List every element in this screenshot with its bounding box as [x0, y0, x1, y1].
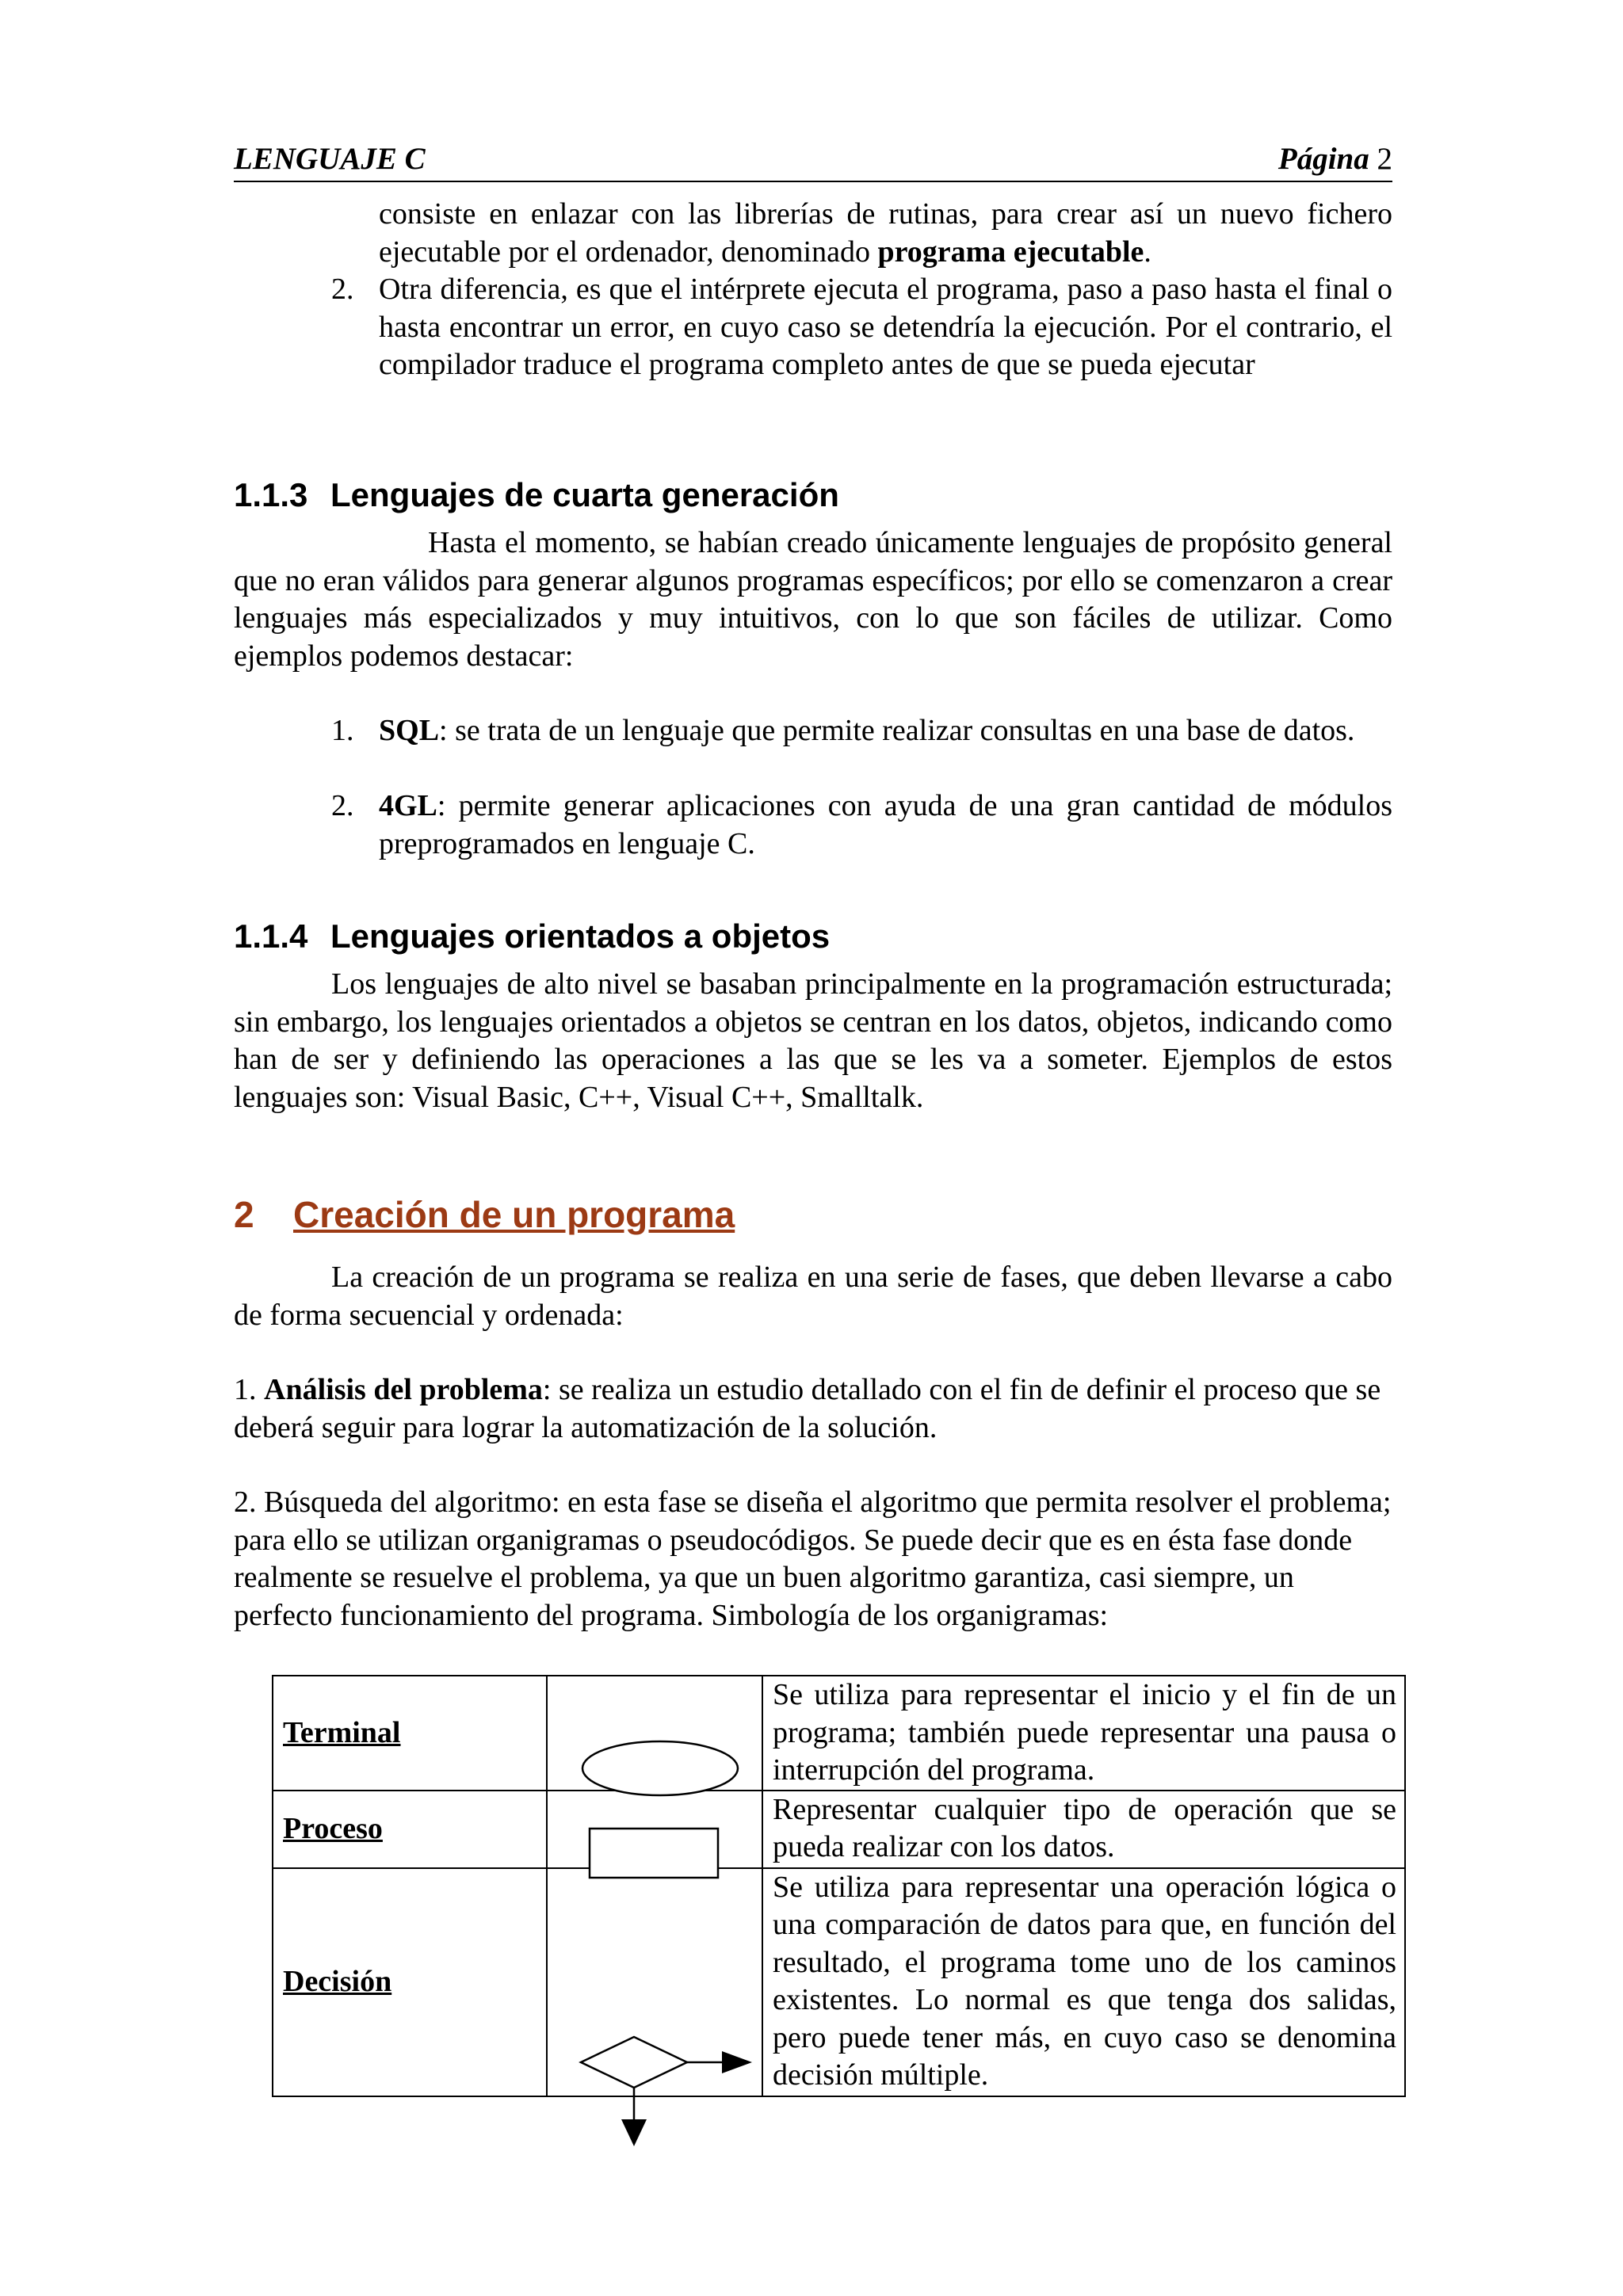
continued-bold: programa ejecutable [877, 235, 1144, 269]
symbol-shape-cell [547, 1791, 762, 1868]
list-item-number: 2. [331, 789, 354, 822]
list-item-text [379, 788, 1392, 863]
symbol-name: Decisión [273, 1868, 547, 2096]
header-page [1278, 141, 1392, 177]
symbol-description: Se utiliza para representar una operación lógica o una comparación de datos para que, en función del resultado, el programa tome uno de los caminos existentes. Lo normal es que tenga dos salidas, pero puede tener más, en cuyo caso se denomina decisión múltiple. [762, 1868, 1405, 2096]
list-item-bold: 4GL [379, 789, 437, 822]
list-item-number: 2. [331, 273, 354, 306]
list-item-bold: SQL [379, 714, 440, 747]
list-item-text [379, 712, 1392, 750]
section-number: 1.1.4 [234, 917, 308, 955]
section-title: Lenguajes de cuarta generación [330, 476, 839, 513]
section-1-1-3-intro: Hasta el momento, se habían creado únicamente lenguajes de propósito general que no eran válidos para generar algunos programas específicos; por ello se comenzaron a crear lenguajes más especializados y muy intuitivos, con lo que son fáciles de utilizar. Como ejemplos podemos destacar: [234, 526, 1392, 673]
chapter-heading-2 [234, 1192, 735, 1237]
symbol-description: Se utiliza para representar el inicio y el fin de un programa; también puede representar una pausa o interrupción del programa. [762, 1676, 1405, 1791]
symbol-name: Proceso [273, 1791, 547, 1868]
terminal-ellipse-icon [581, 1740, 739, 1797]
decision-diamond-icon [579, 2035, 769, 2154]
step-1-text: : se realiza un estudio detallado con el fin de definir el proceso que se deberá seguir para lograr la automatización de la solución. [234, 1373, 1381, 1444]
continued-paragraph [379, 196, 1392, 271]
symbol-shape-cell [547, 1868, 762, 2096]
section-1-1-4-body: Los lenguajes de alto nivel se basaban principalmente en la programación estructurada; sin embargo, los lenguajes orientados a objetos se centran en los datos, objetos, indicando como han de ser y definiendo las operaciones a las que se les va a someter. Ejemplos de estos lenguajes son: Visual Basic, C++, Visual C++, Smalltalk. [234, 967, 1392, 1114]
symbol-name: Terminal [273, 1676, 547, 1791]
section-heading-1-1-3 [234, 475, 839, 515]
section-title: Lenguajes orientados a objetos [330, 917, 831, 955]
page-header [234, 141, 1392, 182]
list-item-text: Otra diferencia, es que el intérprete ejecuta el programa, paso a paso hasta el final o hasta encontrar un error, en cuyo caso se detendría la ejecución. Por el contrario, el compilador traduce el programa completo antes de que se pueda ejecutar [379, 273, 1392, 381]
step-1-paragraph [234, 1371, 1392, 1447]
symbol-shape-cell [547, 1676, 762, 1791]
step-1-title: Análisis del problema [264, 1373, 543, 1406]
list-item-body: : se trata de un lenguaje que permite realizar consultas en una base de datos. [439, 714, 1355, 747]
flowchart-symbols-table [272, 1675, 1406, 2097]
section-number: 1.1.3 [234, 476, 308, 513]
continued-text: consiste en enlazar con las librerías de rutinas, para crear así un nuevo fichero ejecutable por el ordenador, denominado [379, 197, 1392, 269]
symbol-description: Representar cualquier tipo de operación que se pueda realizar con los datos. [762, 1791, 1405, 1868]
header-page-number: 2 [1377, 142, 1392, 176]
step-1-number: 1. [234, 1373, 264, 1406]
table-row [273, 1791, 1405, 1868]
table-row [273, 1676, 1405, 1791]
continued-end: . [1144, 235, 1151, 269]
header-page-label: Página [1277, 142, 1369, 176]
header-title: LENGUAJE C [234, 142, 426, 176]
table-row [273, 1868, 1405, 2096]
step-2-paragraph: 2. Búsqueda del algoritmo: en esta fase se diseña el algoritmo que permita resolver el problema; para ello se utilizan organigramas o pseudocódigos. Se puede decir que es en ésta fase donde realmente se resuelve el problema, ya que un buen algoritmo garantiza, casi siempre, un perfecto funcionamiento del programa. Simbología de los organigramas: [234, 1486, 1392, 1632]
chapter-2-intro: La creación de un programa se realiza en una serie de fases, que deben llevarse a cabo de forma secuencial y ordenada: [234, 1261, 1392, 1332]
chapter-title: Creación de un programa [293, 1194, 735, 1235]
list-item-number: 1. [331, 714, 354, 747]
section-heading-1-1-4 [234, 917, 830, 956]
chapter-number: 2 [234, 1194, 254, 1235]
list-item-body: : permite generar aplicaciones con ayuda de una gran cantidad de módulos preprogramados en lenguaje C. [379, 789, 1392, 860]
